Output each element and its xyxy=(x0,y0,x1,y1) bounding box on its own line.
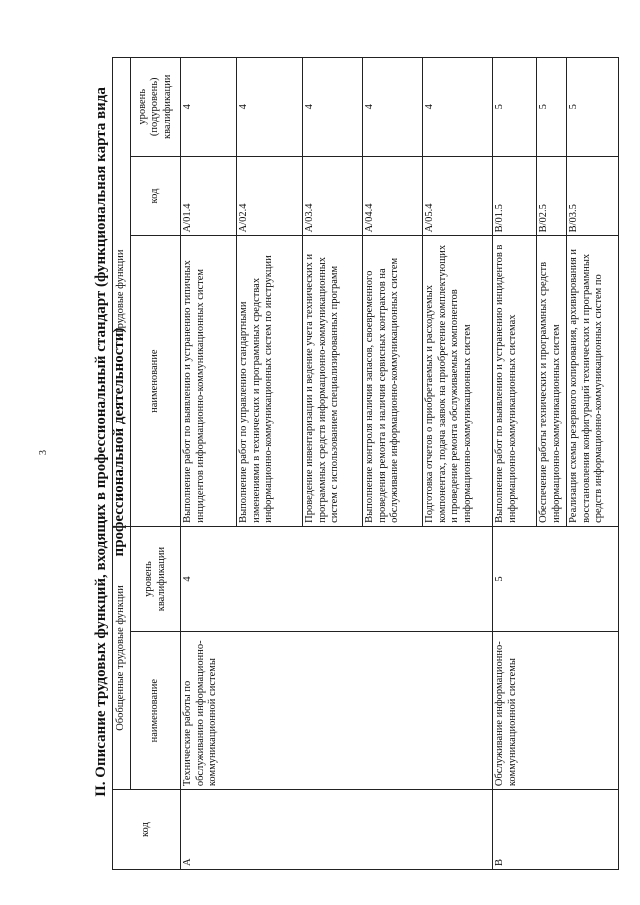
header-function-name: наименование xyxy=(131,236,181,526)
function-name: Проведение инвентаризации и ведение учета технических и программных средств информационно-коммуникационных систем с использованием специализированных программ xyxy=(303,236,363,526)
function-level: 5 xyxy=(537,58,567,157)
function-name: Выполнение контроля наличия запасов, своевременного проведения ремонта и наличия сервисных контрактов на обслуживание информационно-коммуникационных систем xyxy=(363,236,423,526)
page-number: 3 xyxy=(38,450,49,455)
function-name: Выполнение работ по управлению стандартными изменениями в технических и программных средствах информационно-коммуникационных систем по инструкции xyxy=(237,236,303,526)
header-function-sublevel: уровень (подуровень) квалификации xyxy=(131,58,181,157)
function-code: A/03.4 xyxy=(303,156,363,236)
function-code: B/01.5 xyxy=(493,156,537,236)
functional-map-table xyxy=(112,57,619,870)
function-level: 4 xyxy=(181,58,237,157)
function-name: Подготовка отчетов о приобретаемых и расходуемых компонентах, подача заявок на приобретение комплектующих и проведение ремонта обслуживаемых компонентов информационно-коммуникационных систем xyxy=(423,236,493,526)
header-generalized-level: уровень квалификации xyxy=(131,526,181,631)
function-level: 4 xyxy=(363,58,423,157)
function-level: 4 xyxy=(237,58,303,157)
function-code: B/02.5 xyxy=(537,156,567,236)
group-name: Обслуживание информационно-коммуникационной системы xyxy=(493,632,619,790)
group-code: A xyxy=(181,790,493,870)
function-level: 5 xyxy=(567,58,619,157)
header-generalized-functions: Обобщенные трудовые функции xyxy=(113,526,131,789)
functional-map-table-container xyxy=(112,57,604,870)
function-name: Обеспечение работы технических и программных средств информационно-коммуникационных систем xyxy=(537,236,567,526)
function-code: A/05.4 xyxy=(423,156,493,236)
group-level: 4 xyxy=(181,526,493,631)
function-code: B/03.5 xyxy=(567,156,619,236)
function-code: A/04.4 xyxy=(363,156,423,236)
header-labor-functions: Трудовые функции xyxy=(113,58,131,527)
function-level: 4 xyxy=(423,58,493,157)
function-level: 5 xyxy=(493,58,537,157)
function-code: A/01.4 xyxy=(181,156,237,236)
function-level: 4 xyxy=(303,58,363,157)
group-level: 5 xyxy=(493,526,619,631)
section-heading: II. Описание трудовых функций, входящих в профессиональный стандарт (функциональная карта вида профессиональной деятельности) xyxy=(93,87,127,797)
group-code: B xyxy=(493,790,619,870)
function-name: Выполнение работ по выявлению и устранению типичных инцидентов информационно-коммуникационных систем xyxy=(181,236,237,526)
header-code: код xyxy=(113,790,181,870)
function-name: Реализация схемы резервного копирования, архивирования и восстановления конфигураций технических и программных средств информационно-коммуникационных систем по xyxy=(567,236,619,526)
group-name: Технические работы по обслуживанию информационно-коммуникационной системы xyxy=(181,632,493,790)
function-name: Выполнение работ по выявлению и устранению инцидентов в информационно-коммуникационных системах xyxy=(493,236,537,526)
header-generalized-name: наименование xyxy=(131,632,181,790)
table-row xyxy=(493,58,537,870)
function-code: A/02.4 xyxy=(237,156,303,236)
header-function-code: код xyxy=(131,156,181,236)
table-row xyxy=(181,58,237,870)
